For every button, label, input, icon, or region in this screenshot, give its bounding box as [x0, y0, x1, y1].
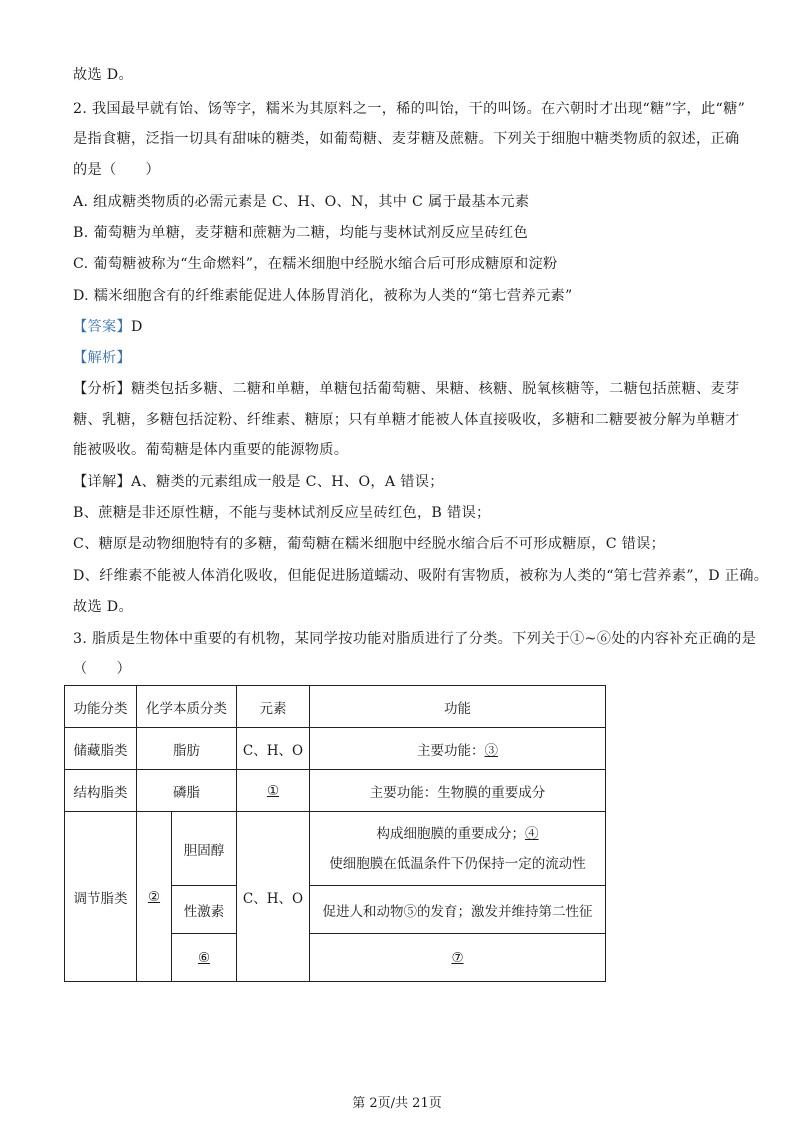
question-3-stem: （ ）: [73, 661, 131, 677]
detail-text: D、纤维素不能被人体消化吸收，但能促进肠道蠕动、吸附有害物质，被称为人类的“第七营养素”，D 正确。: [73, 568, 769, 584]
answer-line: [73, 318, 143, 336]
page-footer: 第 2页/共 21页: [352, 1096, 442, 1111]
question-2-stem: 2. 我国最早就有饴、饧等字，糯米为其原料之一，稀的叫饴，干的叫饧。在六朝时才出现“糖”字，此“糖”: [73, 101, 746, 117]
question-3-stem: 3. 脂质是生物体中重要的有机物，某同学按功能对脂质进行了分类。下列关于①~⑥处的内容补充正确的是: [73, 631, 757, 647]
table-cell: 结构脂类: [65, 770, 137, 812]
option-b: B. 葡萄糖为单糖，麦芽糖和蔗糖为二糖，均能与斐林试剂反应呈砖红色: [73, 225, 528, 241]
detail-text: B、蔗糖是非还原性糖，不能与斐林试剂反应呈砖红色，B 错误；: [73, 505, 491, 521]
table-cell: C、H、O: [237, 728, 310, 770]
table-cell: 性激素: [172, 886, 237, 934]
table-header: 元素: [237, 686, 310, 728]
table-cell: [137, 812, 172, 982]
table-row: [65, 812, 606, 886]
table-cell: 主要功能：生物膜的重要成分: [310, 770, 606, 812]
blank-marker: ②: [147, 888, 161, 905]
blank-marker: ①: [266, 782, 280, 799]
table-cell-text: 主要功能：: [417, 742, 485, 759]
table-cell: 调节脂类: [65, 812, 137, 982]
analysis-text: 能被吸收。葡萄糖是体内重要的能源物质。: [73, 442, 349, 458]
table-cell-text: 使细胞膜在低温条件下仍保持一定的流动性: [329, 855, 586, 872]
table-cell: 胆固醇: [172, 812, 237, 886]
question-2-stem: 的是（ ）: [73, 162, 160, 178]
option-c: C. 葡萄糖被称为“生命燃料”，在糯米细胞中经脱水缩合后可形成糖原和淀粉: [73, 256, 558, 272]
table-cell: 储藏脂类: [65, 728, 137, 770]
question-2-stem: 是指食糖，泛指一切具有甜味的糖类，如葡萄糖、麦芽糖及蔗糖。下列关于细胞中糖类物质的叙述，正确: [73, 131, 740, 147]
table-cell: C、H、O: [237, 812, 310, 982]
option-d: D. 糯米细胞含有的纤维素能促进人体肠胃消化，被称为人类的“第七营养元素”: [73, 288, 573, 304]
option-a: A. 组成糖类物质的必需元素是 C、H、O、N，其中 C 属于最基本元素: [73, 194, 530, 210]
table-cell: 磷脂: [137, 770, 237, 812]
table-cell-text: 构成细胞膜的重要成分；: [376, 825, 525, 842]
detail-text: C、糖原是动物细胞特有的多糖，葡萄糖在糯米细胞中经脱水缩合后不可形成糖原，C 错误；: [73, 536, 666, 552]
table-cell: [310, 812, 606, 886]
blank-marker: ⑥: [197, 949, 211, 966]
detail-text: 【详解】A、糖类的元素组成一般是 C、H、O，A 错误；: [73, 474, 444, 490]
table-header: 功能分类: [65, 686, 137, 728]
text-line: 故选 D。: [73, 67, 133, 83]
table-cell: [172, 934, 237, 982]
blank-marker: ⑦: [451, 949, 464, 966]
table-header: 功能: [310, 686, 606, 728]
blank-marker: ④: [525, 825, 539, 842]
blank-marker: ③: [484, 742, 498, 759]
analysis-text: 【分析】糖类包括多糖、二糖和单糖，单糖包括葡萄糖、果糖、核糖、脱氧核糖等，二糖包括蔗糖、麦芽: [73, 381, 740, 397]
table-row: [65, 728, 606, 770]
table-cell: [237, 770, 310, 812]
answer-label: 【答案】: [73, 319, 131, 335]
table-cell: [310, 934, 606, 982]
detail-text: 故选 D。: [73, 599, 133, 615]
lipid-classification-table: [64, 685, 606, 982]
table-row: [65, 686, 606, 728]
table-row: [65, 770, 606, 812]
table-cell: 促进人和动物⑤的发育；激发并维持第二性征: [310, 886, 606, 934]
table-cell: [310, 728, 606, 770]
table-cell: 脂肪: [137, 728, 237, 770]
answer-value: D: [130, 319, 143, 335]
table-header: 化学本质分类: [137, 686, 237, 728]
analysis-label: 【解析】: [73, 350, 131, 366]
analysis-text: 糖、乳糖，多糖包括淀粉、纤维素、糖原；只有单糖才能被人体直接吸收，多糖和二糖要被分解为单糖才: [73, 412, 740, 428]
